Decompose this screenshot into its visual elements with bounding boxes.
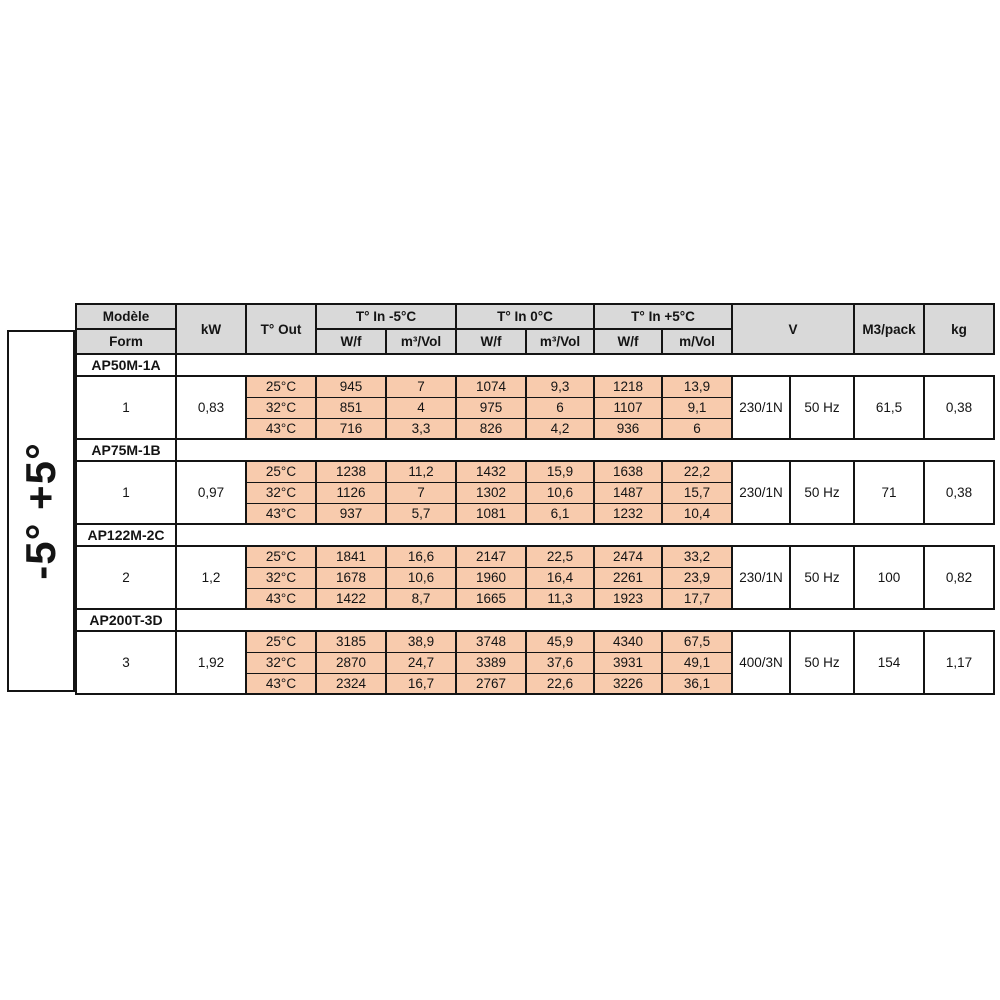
data-cell: 2474: [594, 546, 662, 567]
data-cell: 2147: [456, 546, 526, 567]
model-row-spacer: [176, 354, 994, 376]
kg-value: 0,38: [924, 461, 994, 524]
data-cell: 826: [456, 418, 526, 439]
t-out-cell: 32°C: [246, 397, 316, 418]
t-out-cell: 43°C: [246, 673, 316, 694]
data-cell: 3,3: [386, 418, 456, 439]
data-cell: 2767: [456, 673, 526, 694]
data-cell: 3931: [594, 652, 662, 673]
form-value: 3: [76, 631, 176, 694]
data-cell: 9,3: [526, 376, 594, 397]
data-cell: 1126: [316, 482, 386, 503]
t-out-cell: 43°C: [246, 418, 316, 439]
table-header: [76, 304, 994, 354]
voltage-value: 230/1N: [732, 546, 790, 609]
data-cell: 1432: [456, 461, 526, 482]
data-cell: 1107: [594, 397, 662, 418]
data-cell: 7: [386, 482, 456, 503]
t-out-cell: 43°C: [246, 588, 316, 609]
data-cell: 3226: [594, 673, 662, 694]
model-row-spacer: [176, 439, 994, 461]
data-cell: 1841: [316, 546, 386, 567]
t-out-cell: 32°C: [246, 567, 316, 588]
header-t-out: T° Out: [246, 304, 316, 354]
header-wf-0: W/f: [456, 329, 526, 354]
data-cell: 67,5: [662, 631, 732, 652]
frequency-value: 50 Hz: [790, 546, 854, 609]
data-cell: 1232: [594, 503, 662, 524]
data-cell: 7: [386, 376, 456, 397]
data-cell: 11,2: [386, 461, 456, 482]
data-cell: 3748: [456, 631, 526, 652]
header-t-in-0: T° In 0°C: [456, 304, 594, 329]
data-cell: 945: [316, 376, 386, 397]
data-cell: 5,7: [386, 503, 456, 524]
header-m3pack: M3/pack: [854, 304, 924, 354]
model-row-spacer: [176, 524, 994, 546]
header-m3vol-minus5: m³/Vol: [386, 329, 456, 354]
data-cell: 1302: [456, 482, 526, 503]
data-cell: 1665: [456, 588, 526, 609]
data-cell: 38,9: [386, 631, 456, 652]
data-cell: 1960: [456, 567, 526, 588]
voltage-value: 400/3N: [732, 631, 790, 694]
data-cell: 975: [456, 397, 526, 418]
data-cell: 936: [594, 418, 662, 439]
model-row-spacer: [176, 609, 994, 631]
data-cell: 13,9: [662, 376, 732, 397]
m3pack-value: 100: [854, 546, 924, 609]
data-cell: 4,2: [526, 418, 594, 439]
header-kw: kW: [176, 304, 246, 354]
model-header-row: [76, 609, 994, 631]
kw-value: 0,97: [176, 461, 246, 524]
data-cell: 17,7: [662, 588, 732, 609]
voltage-value: 230/1N: [732, 376, 790, 439]
model-name: AP122M-2C: [76, 524, 176, 546]
data-cell: 2870: [316, 652, 386, 673]
data-cell: 1074: [456, 376, 526, 397]
data-cell: 1923: [594, 588, 662, 609]
data-cell: 4: [386, 397, 456, 418]
model-header-row: [76, 354, 994, 376]
model-header-row: [76, 524, 994, 546]
header-t-in-plus5: T° In +5°C: [594, 304, 732, 329]
data-cell: 10,6: [386, 567, 456, 588]
t-out-cell: 25°C: [246, 376, 316, 397]
header-kg: kg: [924, 304, 994, 354]
data-cell: 1487: [594, 482, 662, 503]
m3pack-value: 71: [854, 461, 924, 524]
temperature-range-label: -5° +5°: [17, 442, 64, 580]
header-wf-minus5: W/f: [316, 329, 386, 354]
kw-value: 1,92: [176, 631, 246, 694]
kw-value: 1,2: [176, 546, 246, 609]
header-mvol-plus5: m/Vol: [662, 329, 732, 354]
data-row: [76, 376, 994, 397]
data-cell: 22,6: [526, 673, 594, 694]
form-value: 1: [76, 376, 176, 439]
t-out-cell: 32°C: [246, 652, 316, 673]
data-cell: 36,1: [662, 673, 732, 694]
data-row: [76, 461, 994, 482]
data-cell: 15,7: [662, 482, 732, 503]
data-cell: 716: [316, 418, 386, 439]
data-cell: 1638: [594, 461, 662, 482]
m3pack-value: 154: [854, 631, 924, 694]
data-cell: 10,6: [526, 482, 594, 503]
data-cell: 6: [662, 418, 732, 439]
spec-table: [75, 303, 995, 695]
model-header-row: [76, 439, 994, 461]
data-row: [76, 546, 994, 567]
data-cell: 4340: [594, 631, 662, 652]
kw-value: 0,83: [176, 376, 246, 439]
data-row: [76, 631, 994, 652]
data-cell: 8,7: [386, 588, 456, 609]
data-cell: 16,6: [386, 546, 456, 567]
header-row-1: [76, 304, 994, 329]
data-cell: 851: [316, 397, 386, 418]
t-out-cell: 43°C: [246, 503, 316, 524]
header-modele: Modèle: [76, 304, 176, 329]
data-cell: 3185: [316, 631, 386, 652]
header-t-in-minus5: T° In -5°C: [316, 304, 456, 329]
model-name: AP200T-3D: [76, 609, 176, 631]
data-cell: 22,2: [662, 461, 732, 482]
data-cell: 1422: [316, 588, 386, 609]
data-cell: 1678: [316, 567, 386, 588]
m3pack-value: 61,5: [854, 376, 924, 439]
temperature-range-box: [7, 330, 75, 692]
data-cell: 16,4: [526, 567, 594, 588]
form-value: 1: [76, 461, 176, 524]
t-out-cell: 25°C: [246, 631, 316, 652]
data-cell: 33,2: [662, 546, 732, 567]
data-cell: 3389: [456, 652, 526, 673]
data-cell: 22,5: [526, 546, 594, 567]
data-cell: 2261: [594, 567, 662, 588]
data-cell: 23,9: [662, 567, 732, 588]
data-cell: 11,3: [526, 588, 594, 609]
data-cell: 1238: [316, 461, 386, 482]
frequency-value: 50 Hz: [790, 376, 854, 439]
frequency-value: 50 Hz: [790, 631, 854, 694]
data-cell: 24,7: [386, 652, 456, 673]
data-cell: 9,1: [662, 397, 732, 418]
data-cell: 937: [316, 503, 386, 524]
data-cell: 10,4: [662, 503, 732, 524]
data-cell: 37,6: [526, 652, 594, 673]
kg-value: 0,82: [924, 546, 994, 609]
kg-value: 1,17: [924, 631, 994, 694]
header-wf-plus5: W/f: [594, 329, 662, 354]
data-cell: 6: [526, 397, 594, 418]
header-voltage: V: [732, 304, 854, 354]
kg-value: 0,38: [924, 376, 994, 439]
data-cell: 6,1: [526, 503, 594, 524]
model-name: AP75M-1B: [76, 439, 176, 461]
data-cell: 16,7: [386, 673, 456, 694]
t-out-cell: 25°C: [246, 461, 316, 482]
data-cell: 49,1: [662, 652, 732, 673]
data-cell: 1218: [594, 376, 662, 397]
header-form: Form: [76, 329, 176, 354]
t-out-cell: 32°C: [246, 482, 316, 503]
t-out-cell: 25°C: [246, 546, 316, 567]
data-cell: 15,9: [526, 461, 594, 482]
voltage-value: 230/1N: [732, 461, 790, 524]
frequency-value: 50 Hz: [790, 461, 854, 524]
header-m3vol-0: m³/Vol: [526, 329, 594, 354]
data-cell: 2324: [316, 673, 386, 694]
form-value: 2: [76, 546, 176, 609]
model-name: AP50M-1A: [76, 354, 176, 376]
data-cell: 45,9: [526, 631, 594, 652]
data-cell: 1081: [456, 503, 526, 524]
